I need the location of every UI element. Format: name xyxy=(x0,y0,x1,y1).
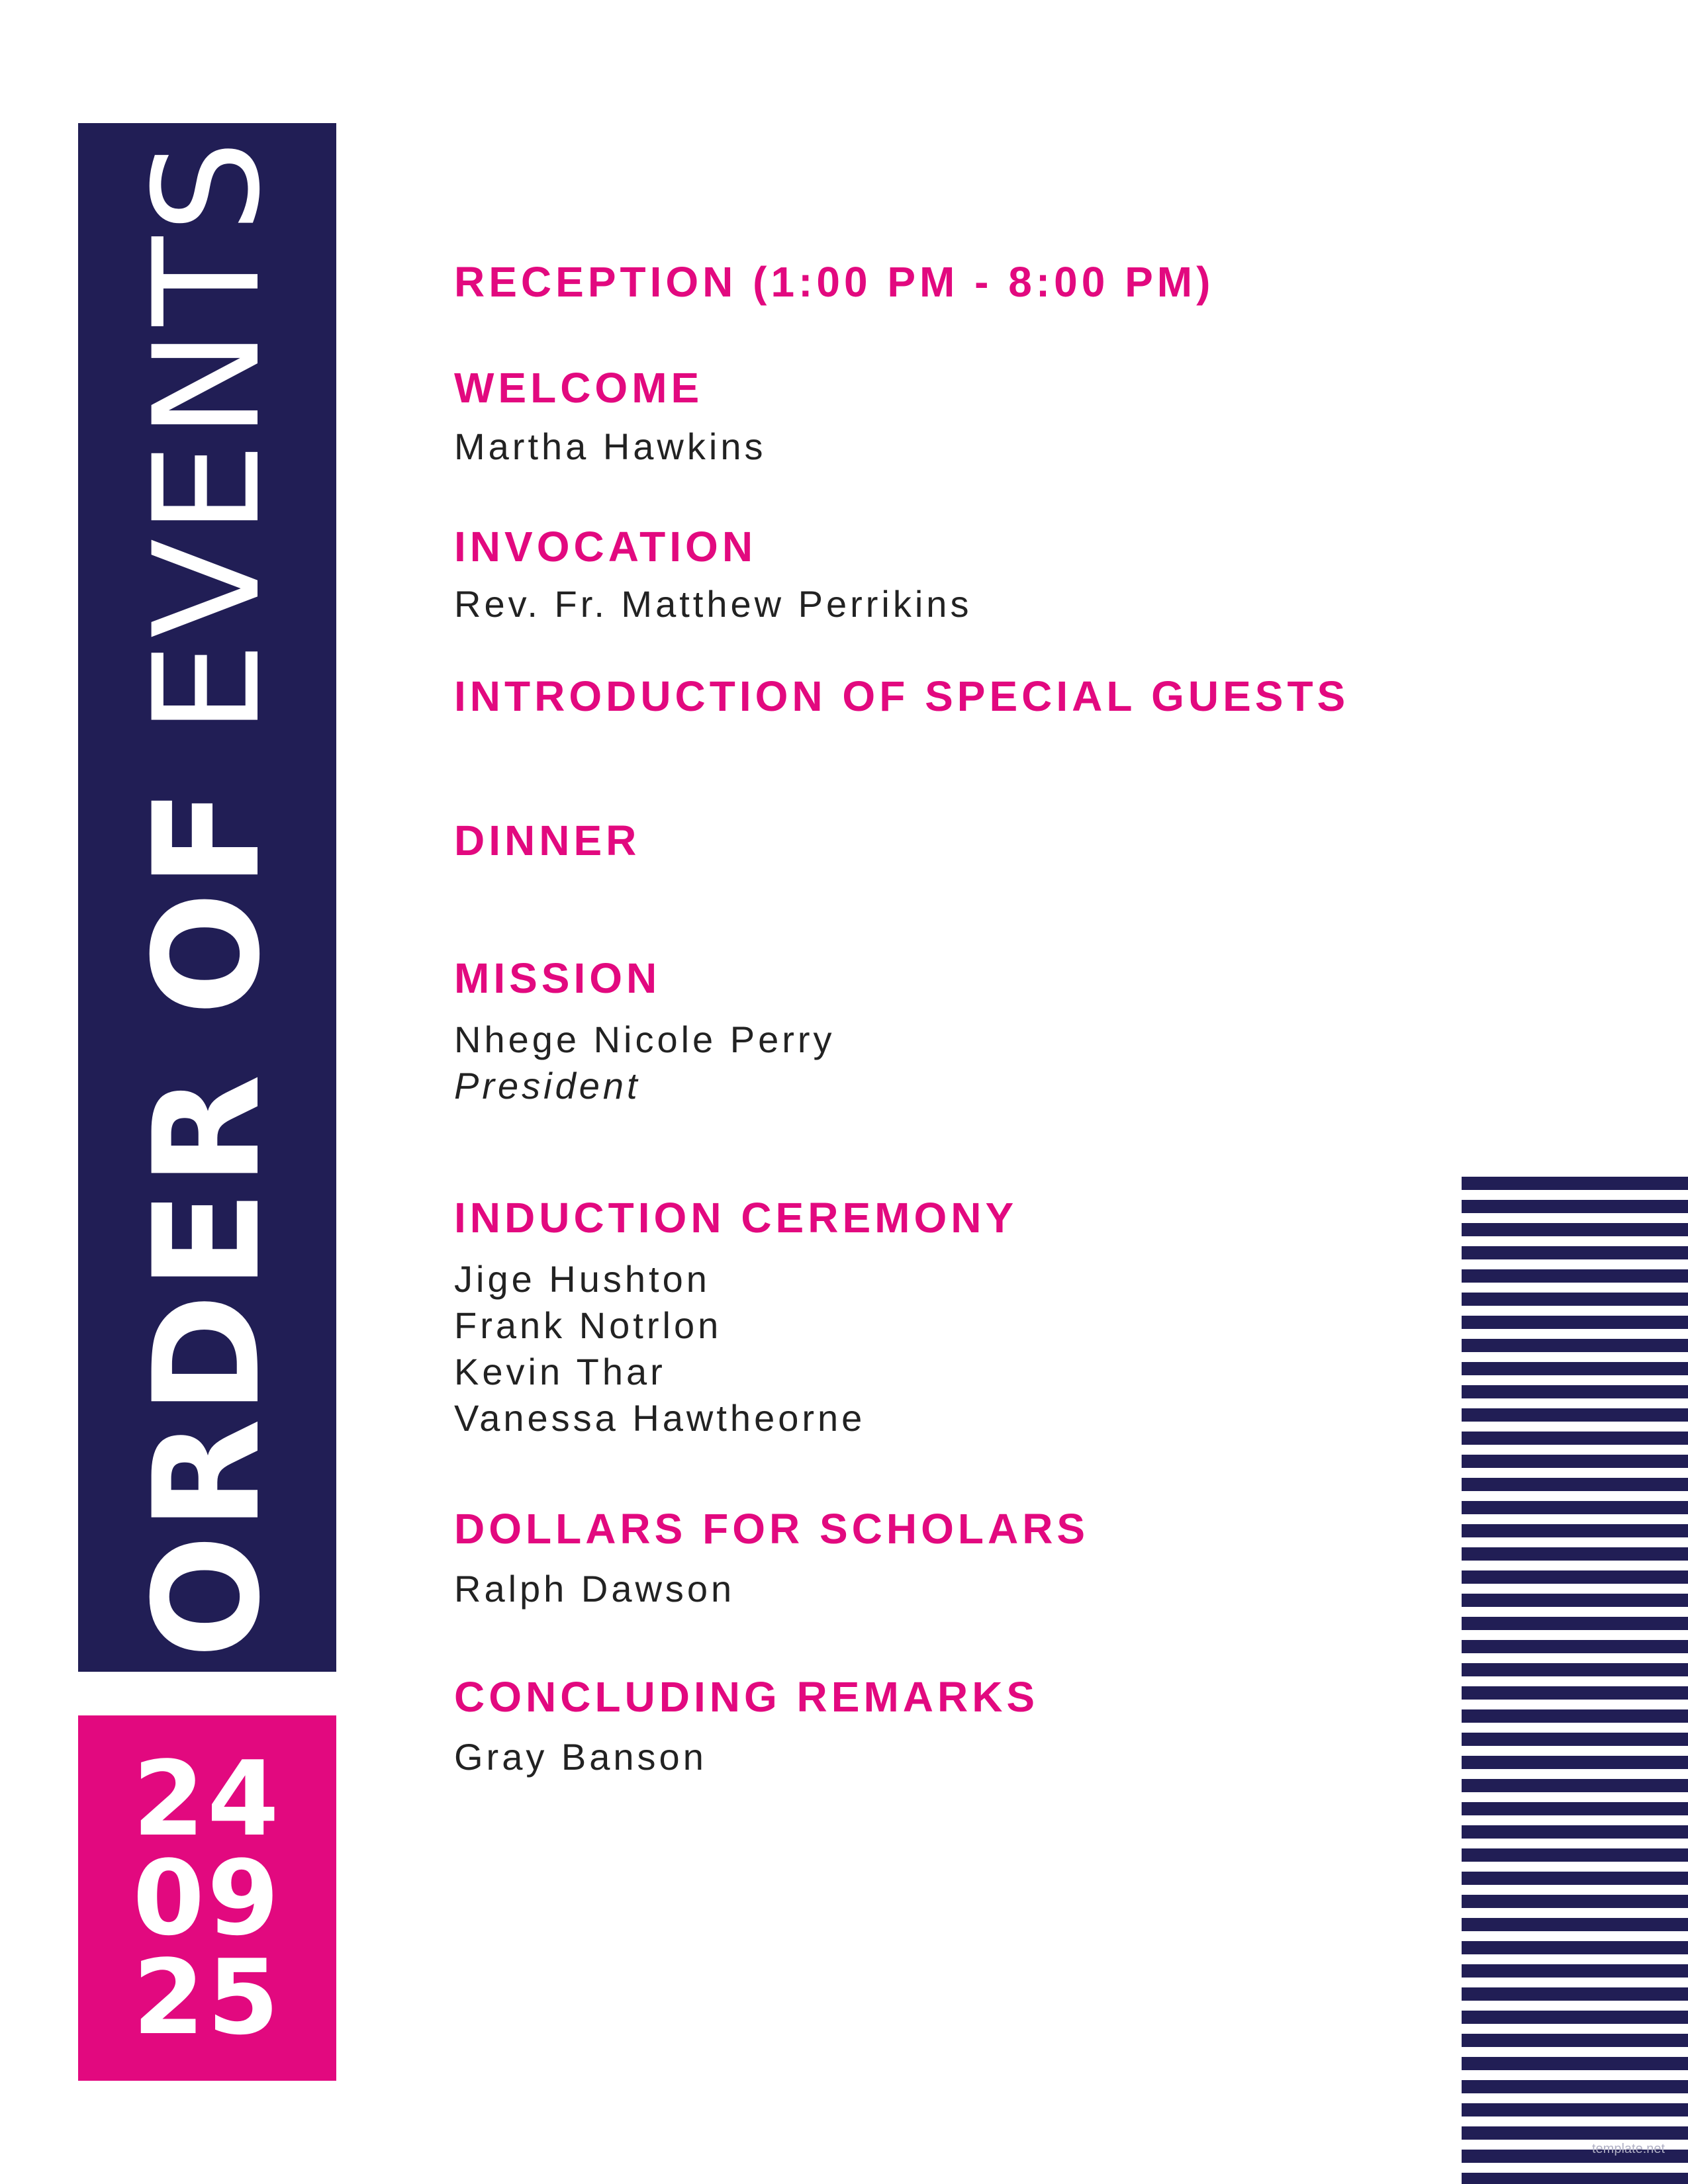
event-title-introduction: INTRODUCTION OF SPECIAL GUESTS xyxy=(454,672,1350,720)
event-speaker-mission: Nhege Nicole Perry xyxy=(454,1019,835,1060)
event-title-welcome: WELCOME xyxy=(454,364,704,412)
event-speaker-concluding: Gray Banson xyxy=(454,1736,707,1778)
event-speaker-dollars: Ralph Dawson xyxy=(454,1568,735,1610)
induction-name: Kevin Thar xyxy=(454,1351,666,1392)
event-speaker-welcome: Martha Hawkins xyxy=(454,426,767,467)
event-title-induction: INDUCTION CEREMONY xyxy=(454,1194,1018,1242)
event-title-invocation: INVOCATION xyxy=(454,523,757,570)
event-role-mission: President xyxy=(454,1065,641,1107)
event-title-concluding: CONCLUDING REMARKS xyxy=(454,1673,1039,1721)
event-title-dollars: DOLLARS FOR SCHOLARS xyxy=(454,1505,1090,1553)
event-speaker-invocation: Rev. Fr. Matthew Perrikins xyxy=(454,583,972,625)
stripe-pattern xyxy=(1462,1177,1688,2184)
date-day: 24 xyxy=(132,1739,282,1859)
induction-name: Vanessa Hawtheorne xyxy=(454,1397,866,1439)
event-title-mission: MISSION xyxy=(454,954,661,1002)
page-title-bold: ORDER OF xyxy=(122,784,292,1659)
date-year: 25 xyxy=(132,1937,282,2058)
event-title-reception: RECEPTION (1:00 PM - 8:00 PM) xyxy=(454,258,1215,306)
watermark: template.net xyxy=(1592,2142,1665,2156)
event-title-dinner: DINNER xyxy=(454,817,641,864)
page-title xyxy=(122,136,292,1659)
page-title-light: EVENTS xyxy=(122,136,292,735)
induction-name: Jige Hushton xyxy=(454,1258,710,1300)
date-box xyxy=(78,1715,336,2081)
date-month: 09 xyxy=(132,1838,282,1958)
induction-name: Frank Notrlon xyxy=(454,1304,722,1346)
